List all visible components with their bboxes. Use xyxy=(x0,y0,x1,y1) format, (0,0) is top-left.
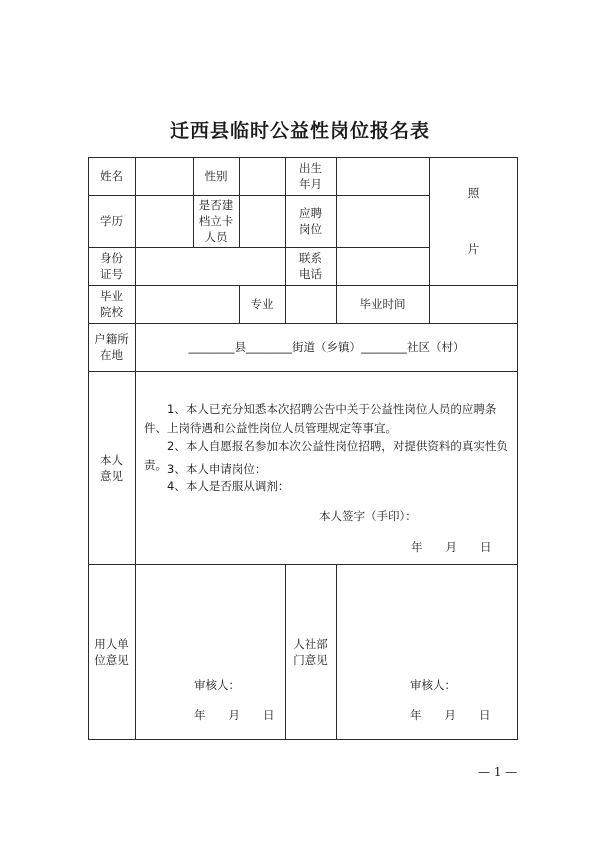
graduation-time-label: 毕业时间 xyxy=(359,297,406,311)
hr-opinion-label: 人社部 门意见 xyxy=(293,637,328,667)
opinion-item-3: 3、本人申请岗位： xyxy=(167,462,267,476)
signature-label: 本人签字（手印）： xyxy=(319,509,417,523)
hr-date: 年 月 日 xyxy=(410,708,491,722)
id-number-field[interactable] xyxy=(135,247,285,285)
major-label: 专业 xyxy=(250,297,274,311)
contact-field[interactable] xyxy=(336,247,429,285)
education-label: 学历 xyxy=(100,214,123,228)
major-field[interactable] xyxy=(285,285,336,323)
education-field[interactable] xyxy=(135,195,193,247)
name-label: 姓名 xyxy=(100,169,123,183)
employer-date: 年 月 日 xyxy=(194,708,275,722)
opinion-item-1: 1、本人已充分知悉本次招聘公告中关于公益性岗位人员的应聘条件、上岗待遇和公益性岗位人员管理规定等事宜。 xyxy=(144,402,497,435)
residence-label: 户籍所 在地 xyxy=(94,332,129,362)
photo-box[interactable] xyxy=(429,157,518,285)
registration-form-table xyxy=(88,157,518,740)
gender-field[interactable] xyxy=(239,157,285,195)
contact-label: 联系 电话 xyxy=(299,251,322,281)
opinion-item-4: 4、本人是否服从调剂： xyxy=(167,479,290,493)
page-number: — 1 — xyxy=(478,765,518,779)
applicant-opinion-label: 本人 意见 xyxy=(100,452,123,483)
birth-field[interactable] xyxy=(336,157,429,195)
id-number-label: 身份 证号 xyxy=(100,251,123,281)
school-field[interactable] xyxy=(135,285,239,323)
opinion-item-2: 2、本人自愿报名参加本次公益性岗位招聘，对提供资料的真实性负责。 xyxy=(144,439,508,472)
employer-opinion-label: 用人单 位意见 xyxy=(94,637,129,667)
name-field[interactable] xyxy=(135,157,193,195)
birth-label: 出生 年月 xyxy=(299,161,322,191)
position-label: 应聘 岗位 xyxy=(299,206,322,236)
form-title: 迁西县临时公益性岗位报名表 xyxy=(169,120,430,142)
hr-reviewer: 审核人： xyxy=(410,678,456,692)
registered-card-label: 是否建 档立卡 人员 xyxy=(198,198,234,244)
table-line xyxy=(336,564,337,740)
applicant-date: 年 月 日 xyxy=(411,540,492,554)
table-line xyxy=(88,371,518,372)
employer-reviewer: 审核人： xyxy=(194,678,240,692)
graduation-time-field[interactable] xyxy=(429,285,518,323)
registered-card-field[interactable] xyxy=(239,195,285,247)
position-field[interactable] xyxy=(336,195,429,247)
residence-field[interactable]: ________县________街道（乡镇）________社区（村） xyxy=(188,340,465,354)
gender-label: 性别 xyxy=(204,169,228,183)
school-label: 毕业 院校 xyxy=(100,289,123,319)
photo-label-bottom: 片 xyxy=(467,242,480,256)
photo-label-top: 照 xyxy=(467,186,480,200)
